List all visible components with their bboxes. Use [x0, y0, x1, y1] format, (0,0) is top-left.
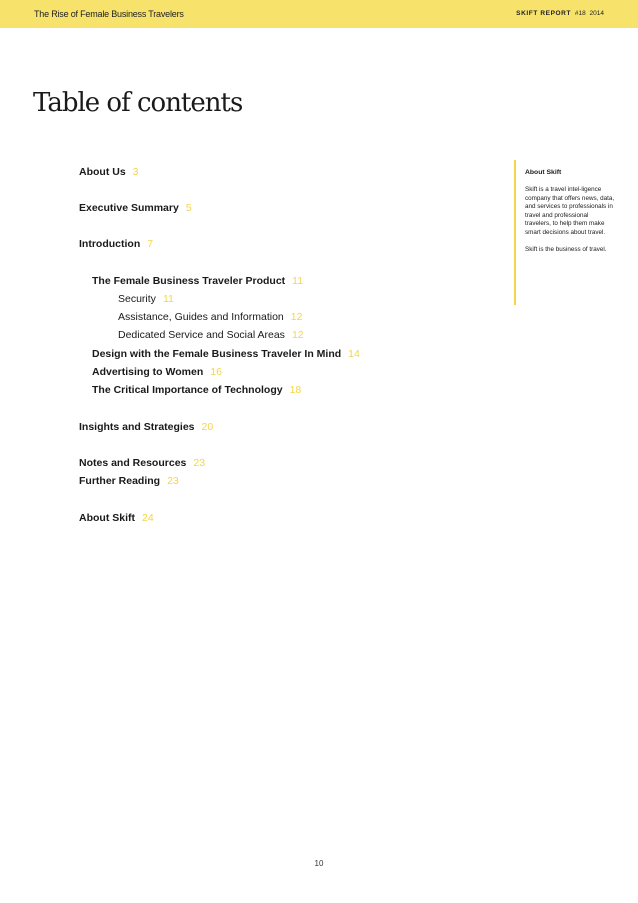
toc-entry[interactable] — [118, 329, 304, 341]
toc-entry-label: About Us — [79, 166, 126, 178]
sidebar-paragraph: Skift is a travel intel-ligence company that offers news, data, and services to professionals in travel and professional travelers, to help them make smart decisions about travel. — [525, 186, 615, 236]
sidebar-paragraph: Skift is the business of travel. — [525, 246, 607, 254]
toc-entry[interactable] — [92, 275, 303, 287]
toc-entry[interactable] — [118, 293, 174, 305]
toc-entry-label: The Critical Importance of Technology — [92, 384, 283, 396]
toc-entry-label: Introduction — [79, 238, 141, 250]
toc-entry[interactable] — [118, 311, 302, 323]
toc-entry-page: 18 — [289, 384, 302, 396]
report-year: 2014 — [589, 10, 604, 17]
toc-entry[interactable] — [79, 238, 153, 250]
toc-entry-label: The Female Business Traveler Product — [92, 275, 286, 287]
toc-entry-label: Advertising to Women — [92, 366, 204, 378]
toc-entry-page: 12 — [290, 311, 303, 323]
toc-entry-page: 3 — [132, 166, 139, 178]
report-label — [516, 10, 604, 17]
toc-entry-page: 11 — [162, 293, 174, 305]
page-title: Table of contents — [33, 88, 243, 118]
toc-entry[interactable] — [92, 366, 222, 378]
toc-entry[interactable] — [79, 475, 179, 487]
toc-entry-label: Insights and Strategies — [79, 421, 195, 433]
toc-entry-page: 12 — [291, 329, 304, 341]
sidebar-title: About Skift — [525, 169, 562, 176]
page-number: 10 — [314, 859, 324, 868]
toc-entry-label: Notes and Resources — [79, 457, 187, 469]
toc-entry[interactable] — [79, 421, 213, 433]
toc-entry-page: 16 — [210, 366, 222, 378]
header-bar — [0, 0, 638, 28]
toc-entry-page: 11 — [292, 275, 304, 287]
report-title: The Rise of Female Business Travelers — [34, 9, 184, 19]
toc-entry[interactable] — [79, 166, 139, 178]
toc-entry[interactable] — [79, 457, 205, 469]
toc-entry-page: 24 — [142, 512, 154, 524]
toc-entry-label: Security — [118, 293, 156, 305]
toc-entry[interactable] — [92, 348, 360, 360]
toc-entry-label: Assistance, Guides and Information — [118, 311, 284, 323]
about-skift-sidebar — [514, 160, 615, 305]
sidebar-body — [525, 186, 615, 263]
toc-entry-page: 23 — [193, 457, 206, 469]
toc-entry-page: 5 — [185, 202, 192, 214]
toc-entry-label: Executive Summary — [79, 202, 179, 214]
toc-entry-label: Design with the Female Business Traveler In Mind — [92, 348, 342, 360]
toc-entry-page: 7 — [147, 238, 154, 250]
toc-entry[interactable] — [79, 202, 192, 214]
toc-entry-label: About Skift — [79, 512, 135, 524]
toc-entry[interactable] — [79, 512, 154, 524]
toc-entry-label: Further Reading — [79, 475, 161, 487]
toc-entry-page: 20 — [201, 421, 214, 433]
toc-entry[interactable] — [92, 384, 301, 396]
report-name: SKIFT REPORT — [516, 10, 572, 17]
report-number: #18 — [574, 10, 586, 17]
toc-entry-page: 14 — [348, 348, 360, 360]
toc-entry-label: Dedicated Service and Social Areas — [118, 329, 285, 341]
toc-entry-page: 23 — [167, 475, 179, 487]
